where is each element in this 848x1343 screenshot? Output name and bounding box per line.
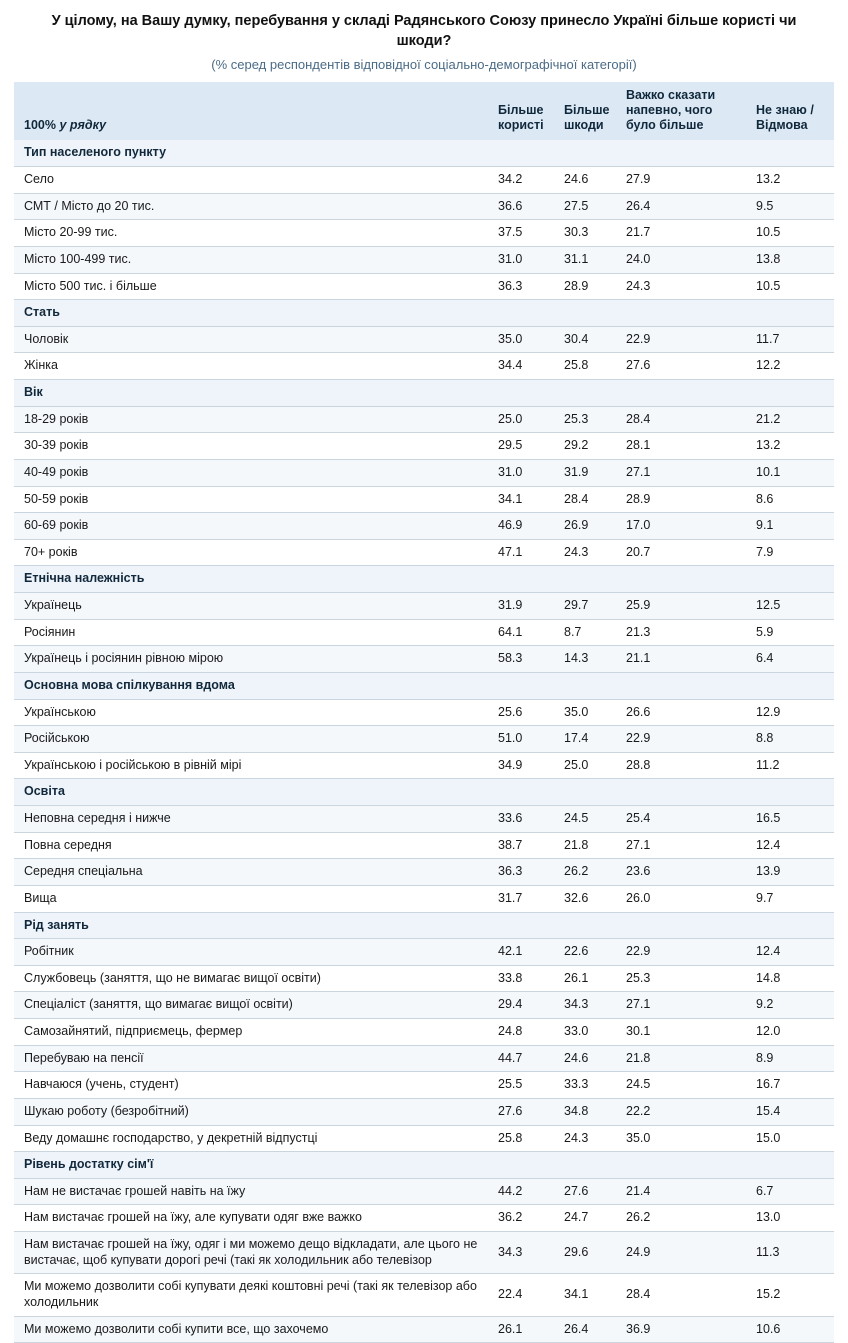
table-cell-value: 26.2 [558,859,620,886]
table-cell-value: 16.7 [750,1072,834,1099]
table-cell-value: 25.6 [492,699,558,726]
table-cell-value: 12.5 [750,593,834,620]
table-cell-value: 22.9 [620,939,750,966]
table-cell-value: 9.7 [750,885,834,912]
column-header-more-benefit: Більше користі [492,82,558,140]
table-cell-value: 12.0 [750,1019,834,1046]
table-row-label: Самозайнятий, підприємець, фермер [14,1019,492,1046]
table-cell-value: 25.9 [620,593,750,620]
table-body [14,140,834,1342]
table-cell-value: 36.3 [492,273,558,300]
table-cell-value: 28.9 [558,273,620,300]
table-cell-value: 51.0 [492,726,558,753]
table-row-label: Місто 20-99 тис. [14,220,492,247]
table-group-row [14,300,834,327]
table-group-row [14,140,834,166]
table-group-row [14,912,834,939]
table-cell-value: 47.1 [492,539,558,566]
column-header-rowlabel [14,82,492,140]
table-row [14,752,834,779]
table-cell-value: 22.4 [492,1274,558,1316]
table-row [14,619,834,646]
table-cell-value: 29.4 [492,992,558,1019]
table-row-label: Службовець (заняття, що не вимагає вищої освіти) [14,965,492,992]
table-cell-value: 34.2 [492,167,558,194]
table-cell-value: 35.0 [492,326,558,353]
table-cell-value: 29.7 [558,593,620,620]
table-row-label: 30-39 років [14,433,492,460]
table-cell-value: 14.3 [558,646,620,673]
table-row [14,486,834,513]
table-row-label: 18-29 років [14,406,492,433]
table-cell-value: 29.6 [558,1232,620,1274]
table-cell-value: 21.3 [620,619,750,646]
table-row [14,859,834,886]
table-row-label: Росіянин [14,619,492,646]
table-cell-value: 13.9 [750,859,834,886]
table-cell-value: 22.6 [558,939,620,966]
table-row-label: Українець і росіянин рівною мірою [14,646,492,673]
table-group-row [14,380,834,407]
table-cell-value: 31.0 [492,246,558,273]
table-group-label: Етнічна належність [14,566,834,593]
table-row-label: Чоловік [14,326,492,353]
table-cell-value: 21.2 [750,406,834,433]
table-row [14,965,834,992]
table-cell-value: 25.3 [620,965,750,992]
table-cell-value: 9.1 [750,513,834,540]
table-cell-value: 31.7 [492,885,558,912]
rowhead-prefix: 100% [24,117,60,132]
table-cell-value: 12.2 [750,353,834,380]
table-cell-value: 22.2 [620,1098,750,1125]
table-cell-value: 28.8 [620,752,750,779]
table-row-label: Місто 100-499 тис. [14,246,492,273]
table-cell-value: 12.9 [750,699,834,726]
table-cell-value: 33.8 [492,965,558,992]
table-cell-value: 27.6 [558,1178,620,1205]
table-cell-value: 10.5 [750,220,834,247]
table-row-label: Жінка [14,353,492,380]
table-row-label: Нам вистачає грошей на їжу, але купувати одяг вже важко [14,1205,492,1232]
table-cell-value: 36.6 [492,193,558,220]
table-cell-value: 33.0 [558,1019,620,1046]
table-cell-value: 34.1 [558,1274,620,1316]
table-row-label: Місто 500 тис. і більше [14,273,492,300]
table-cell-value: 37.5 [492,220,558,247]
table-cell-value: 25.3 [558,406,620,433]
table-cell-value: 24.9 [620,1232,750,1274]
table-cell-value: 5.9 [750,619,834,646]
table-row-label: Вища [14,885,492,912]
table-cell-value: 15.4 [750,1098,834,1125]
table-group-label: Рід занять [14,912,834,939]
table-cell-value: 15.0 [750,1125,834,1152]
table-cell-value: 17.4 [558,726,620,753]
table-cell-value: 26.4 [558,1316,620,1343]
table-cell-value: 13.2 [750,433,834,460]
table-cell-value: 10.6 [750,1316,834,1343]
table-row-label: Середня спеціальна [14,859,492,886]
table-cell-value: 31.9 [492,593,558,620]
table-cell-value: 35.0 [620,1125,750,1152]
table-row-label: Повна середня [14,832,492,859]
table-cell-value: 24.6 [558,167,620,194]
table-cell-value: 36.9 [620,1316,750,1343]
table-cell-value: 8.8 [750,726,834,753]
column-header-hard-to-say: Важко сказати напевно, чого було більше [620,82,750,140]
table-row-label: Нам не вистачає грошей навіть на їжу [14,1178,492,1205]
table-cell-value: 25.0 [558,752,620,779]
column-header-dont-know: Не знаю / Відмова [750,82,834,140]
table-row [14,353,834,380]
table-row [14,273,834,300]
table-cell-value: 25.5 [492,1072,558,1099]
table-cell-value: 36.3 [492,859,558,886]
table-cell-value: 26.4 [620,193,750,220]
table-row-label: 60-69 років [14,513,492,540]
table-row [14,513,834,540]
table-cell-value: 28.1 [620,433,750,460]
table-cell-value: 28.9 [620,486,750,513]
table-cell-value: 22.9 [620,726,750,753]
table-row [14,1098,834,1125]
table-row-label: Навчаюся (учень, студент) [14,1072,492,1099]
table-cell-value: 10.1 [750,459,834,486]
table-row-label: 70+ років [14,539,492,566]
table-row [14,326,834,353]
table-cell-value: 24.3 [558,1125,620,1152]
table-row [14,885,834,912]
table-row [14,1316,834,1343]
table-cell-value: 27.6 [492,1098,558,1125]
header-row [14,82,834,140]
table-cell-value: 13.8 [750,246,834,273]
table-cell-value: 21.4 [620,1178,750,1205]
table-group-row [14,779,834,806]
table-group-label: Освіта [14,779,834,806]
table-cell-value: 14.8 [750,965,834,992]
table-row-label: СМТ / Місто до 20 тис. [14,193,492,220]
table-cell-value: 8.6 [750,486,834,513]
table-cell-value: 9.2 [750,992,834,1019]
table-cell-value: 21.7 [620,220,750,247]
table-row [14,1178,834,1205]
table-row [14,939,834,966]
table-row-label: Веду домашнє господарство, у декретній відпустці [14,1125,492,1152]
table-cell-value: 34.1 [492,486,558,513]
table-row [14,832,834,859]
table-row [14,433,834,460]
table-cell-value: 30.3 [558,220,620,247]
table-cell-value: 6.4 [750,646,834,673]
table-row [14,459,834,486]
table-cell-value: 24.5 [558,806,620,833]
table-cell-value: 15.2 [750,1274,834,1316]
table-group-label: Стать [14,300,834,327]
table-row-label: Неповна середня і нижче [14,806,492,833]
table-cell-value: 24.3 [558,539,620,566]
table-row [14,167,834,194]
table-cell-value: 42.1 [492,939,558,966]
table-cell-value: 13.2 [750,167,834,194]
table-cell-value: 25.0 [492,406,558,433]
table-cell-value: 34.3 [558,992,620,1019]
survey-table [14,82,834,1343]
table-cell-value: 11.7 [750,326,834,353]
table-cell-value: 28.4 [558,486,620,513]
table-cell-value: 26.9 [558,513,620,540]
table-row-label: Спеціаліст (заняття, що вимагає вищої освіти) [14,992,492,1019]
table-cell-value: 27.1 [620,992,750,1019]
table-row [14,992,834,1019]
table-cell-value: 33.3 [558,1072,620,1099]
table-cell-value: 31.9 [558,459,620,486]
table-row-label: Українською і російською в рівній мірі [14,752,492,779]
table-cell-value: 64.1 [492,619,558,646]
table-cell-value: 33.6 [492,806,558,833]
table-row [14,1205,834,1232]
table-cell-value: 30.1 [620,1019,750,1046]
table-cell-value: 34.9 [492,752,558,779]
table-cell-value: 16.5 [750,806,834,833]
table-cell-value: 12.4 [750,832,834,859]
table-cell-value: 27.1 [620,832,750,859]
table-row [14,539,834,566]
table-cell-value: 29.5 [492,433,558,460]
table-cell-value: 44.7 [492,1045,558,1072]
table-row [14,646,834,673]
table-row-label: Перебуваю на пенсії [14,1045,492,1072]
table-group-label: Основна мова спілкування вдома [14,672,834,699]
table-cell-value: 30.4 [558,326,620,353]
table-cell-value: 34.4 [492,353,558,380]
table-cell-value: 34.8 [558,1098,620,1125]
table-cell-value: 58.3 [492,646,558,673]
table-row-label: Українець [14,593,492,620]
table-cell-value: 17.0 [620,513,750,540]
table-cell-value: 35.0 [558,699,620,726]
table-row [14,193,834,220]
table-row [14,1072,834,1099]
table-row-label: Російською [14,726,492,753]
table-cell-value: 46.9 [492,513,558,540]
table-header [14,82,834,140]
table-cell-value: 24.0 [620,246,750,273]
table-cell-value: 26.1 [492,1316,558,1343]
column-header-more-harm: Більше шкоди [558,82,620,140]
table-row [14,1274,834,1316]
table-row-label: Нам вистачає грошей на їжу, одяг і ми можемо дещо відкладати, але цього не вистачає, щоб купувати дорогі речі (такі як холодильник або телевізор [14,1232,492,1274]
table-row-label: Село [14,167,492,194]
table-cell-value: 27.1 [620,459,750,486]
table-cell-value: 24.6 [558,1045,620,1072]
table-cell-value: 31.0 [492,459,558,486]
table-row [14,406,834,433]
table-row-label: Ми можемо дозволити собі купити все, що захочемо [14,1316,492,1343]
table-cell-value: 25.8 [558,353,620,380]
table-row [14,246,834,273]
table-cell-value: 23.6 [620,859,750,886]
table-cell-value: 26.0 [620,885,750,912]
table-cell-value: 9.5 [750,193,834,220]
table-cell-value: 36.2 [492,1205,558,1232]
table-cell-value: 25.4 [620,806,750,833]
table-row-label: Українською [14,699,492,726]
table-cell-value: 31.1 [558,246,620,273]
table-group-label: Рівень достатку сім'ї [14,1152,834,1179]
table-group-row [14,566,834,593]
table-cell-value: 24.5 [620,1072,750,1099]
table-cell-value: 24.8 [492,1019,558,1046]
table-row [14,1232,834,1274]
table-cell-value: 24.3 [620,273,750,300]
table-row [14,806,834,833]
table-cell-value: 32.6 [558,885,620,912]
table-cell-value: 21.1 [620,646,750,673]
table-cell-value: 28.4 [620,406,750,433]
table-cell-value: 6.7 [750,1178,834,1205]
table-cell-value: 21.8 [558,832,620,859]
page-subtitle: (% серед респондентів відповідної соціально-демографічної категорії) [211,57,637,73]
table-group-row [14,672,834,699]
table-row-label: Ми можемо дозволити собі купувати деякі коштовні речі (такі як телевізор або холодильник [14,1274,492,1316]
table-cell-value: 13.0 [750,1205,834,1232]
table-cell-value: 27.6 [620,353,750,380]
table-cell-value: 7.9 [750,539,834,566]
table-group-row [14,1152,834,1179]
table-cell-value: 24.7 [558,1205,620,1232]
table-row [14,220,834,247]
table-group-label: Тип населеного пункту [14,140,834,166]
table-cell-value: 25.8 [492,1125,558,1152]
table-cell-value: 26.1 [558,965,620,992]
table-cell-value: 8.7 [558,619,620,646]
table-cell-value: 26.2 [620,1205,750,1232]
table-cell-value: 29.2 [558,433,620,460]
table-row-label: Робітник [14,939,492,966]
table-cell-value: 28.4 [620,1274,750,1316]
table-cell-value: 10.5 [750,273,834,300]
table-row [14,1019,834,1046]
table-cell-value: 21.8 [620,1045,750,1072]
table-cell-value: 26.6 [620,699,750,726]
table-row [14,593,834,620]
table-cell-value: 34.3 [492,1232,558,1274]
table-cell-value: 27.5 [558,193,620,220]
table-cell-value: 22.9 [620,326,750,353]
table-cell-value: 38.7 [492,832,558,859]
table-cell-value: 8.9 [750,1045,834,1072]
table-group-label: Вік [14,380,834,407]
table-cell-value: 11.2 [750,752,834,779]
rowhead-emphasis: у рядку [59,117,107,132]
table-cell-value: 12.4 [750,939,834,966]
table-row [14,1045,834,1072]
table-row-label: Шукаю роботу (безробітний) [14,1098,492,1125]
table-cell-value: 44.2 [492,1178,558,1205]
table-cell-value: 20.7 [620,539,750,566]
table-row [14,1125,834,1152]
page-title: У цілому, на Вашу думку, перебування у складі Радянського Союзу принесло Україні більше користі чи шкоди? [51,13,797,49]
table-row-label: 40-49 років [14,459,492,486]
table-cell-value: 27.9 [620,167,750,194]
table-cell-value: 11.3 [750,1232,834,1274]
table-row-label: 50-59 років [14,486,492,513]
table-row [14,726,834,753]
table-row [14,699,834,726]
